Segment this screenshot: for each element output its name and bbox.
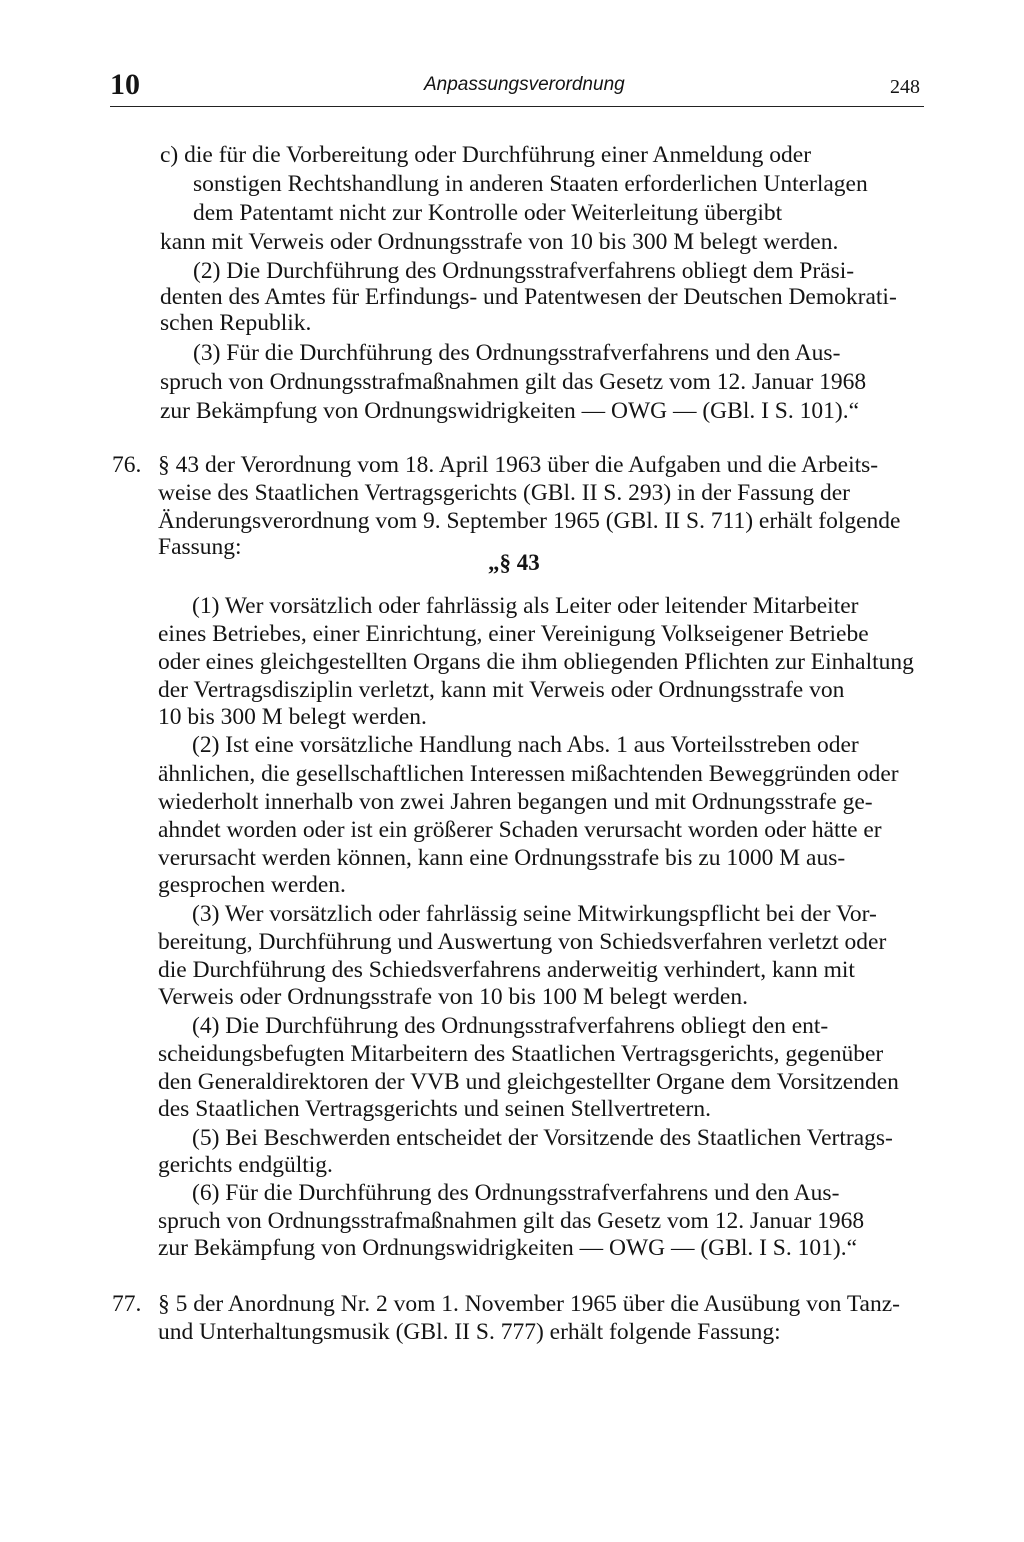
text-line: (3) Wer vorsätzlich oder fahrlässig seine Mitwirkungspflicht bei der Vor- [192,901,877,927]
text-line: (1) Wer vorsätzlich oder fahrlässig als Leiter oder leitender Mitarbeiter [192,593,859,619]
text-line: (6) Für die Durchführung des Ordnungsstrafverfahrens und den Aus- [192,1180,840,1206]
text-line: § 43 der Verordnung vom 18. April 1963 über die Aufgaben und die Arbeits- [158,452,879,478]
text-line: sonstigen Rechtshandlung in anderen Staaten erforderlichen Unterlagen [193,171,868,197]
text-line: c) die für die Vorbereitung oder Durchführung einer Anmeldung oder [160,142,812,168]
text-line: (3) Für die Durchführung des Ordnungsstrafverfahrens und den Aus- [193,340,841,366]
text-line: dem Patentamt nicht zur Kontrolle oder Weiterleitung übergibt [193,200,783,226]
text-line: des Staatlichen Vertragsgerichts und seinen Stellvertretern. [158,1096,711,1122]
text-line: oder eines gleichgestellten Organs die ihm obliegenden Pflichten zur Einhaltung [158,649,914,675]
text-line: gerichts endgültig. [158,1152,333,1178]
text-line: die Durchführung des Schiedsverfahrens anderweitig verhindert, kann mit [158,957,855,983]
text-line: und Unterhaltungsmusik (GBl. II S. 777) erhält folgende Fassung: [158,1319,781,1345]
text-line: ahndet worden oder ist ein größerer Schaden verursacht worden oder hätte er [158,817,882,843]
text-line: (4) Die Durchführung des Ordnungsstrafverfahrens obliegt den ent- [192,1013,829,1039]
text-line: Fassung: [158,534,242,560]
text-line: Verweis oder Ordnungsstrafe von 10 bis 100 M belegt werden. [158,984,748,1010]
header-rule [110,106,924,107]
text-line: spruch von Ordnungsstrafmaßnahmen gilt das Gesetz vom 12. Januar 1968 [158,1208,865,1234]
text-line: schen Republik. [160,310,312,336]
text-line: ähnlichen, die gesellschaftlichen Interessen mißachtenden Beweggründen oder [158,761,899,787]
section-heading: „§ 43 [488,550,540,575]
text-line: (2) Ist eine vorsätzliche Handlung nach Abs. 1 aus Vorteilsstreben oder [192,732,859,758]
page-number: 248 [890,76,920,98]
text-line: spruch von Ordnungsstrafmaßnahmen gilt das Gesetz vom 12. Januar 1968 [160,369,867,395]
chapter-number: 10 [110,68,140,101]
text-line: wiederholt innerhalb von zwei Jahren begangen und mit Ordnungsstrafe ge- [158,789,873,815]
text-line: gesprochen werden. [158,872,346,898]
text-line: (5) Bei Beschwerden entscheidet der Vorsitzende des Staatlichen Vertrags- [192,1125,893,1151]
text-line: zur Bekämpfung von Ordnungswidrigkeiten — OWG — (GBl. I S. 101).“ [158,1235,858,1261]
text-line: weise des Staatlichen Vertragsgerichts (GBl. II S. 293) in der Fassung der [158,480,851,506]
item-number: 76. [112,452,142,478]
item-number: 77. [112,1291,142,1317]
running-title: Anpassungsverordnung [424,74,625,95]
text-line: Änderungsverordnung vom 9. September 1965 (GBl. II S. 711) erhält folgende [158,508,901,534]
text-line: 10 bis 300 M belegt werden. [158,704,427,730]
text-line: (2) Die Durchführung des Ordnungsstrafverfahrens obliegt dem Präsi- [193,258,855,284]
page-header [0,0,1024,110]
text-line: zur Bekämpfung von Ordnungswidrigkeiten — OWG — (GBl. I S. 101).“ [160,398,860,424]
text-line: scheidungsbefugten Mitarbeitern des Staatlichen Vertragsgerichts, gegenüber [158,1041,884,1067]
text-line: kann mit Verweis oder Ordnungsstrafe von 10 bis 300 M belegt werden. [160,229,839,255]
text-line: verursacht werden können, kann eine Ordnungsstrafe bis zu 1000 M aus- [158,845,846,871]
text-line: eines Betriebes, einer Einrichtung, einer Vereinigung Volkseigener Betriebe [158,621,869,647]
text-line: denten des Amtes für Erfindungs- und Patentwesen der Deutschen Demokrati- [160,284,897,310]
text-line: der Vertragsdisziplin verletzt, kann mit Verweis oder Ordnungsstrafe von [158,677,845,703]
text-line: bereitung, Durchführung und Auswertung von Schiedsverfahren verletzt oder [158,929,887,955]
text-line: den Generaldirektoren der VVB und gleichgestellter Organe dem Vorsitzenden [158,1069,899,1095]
text-line: § 5 der Anordnung Nr. 2 vom 1. November 1965 über die Ausübung von Tanz- [158,1291,900,1317]
